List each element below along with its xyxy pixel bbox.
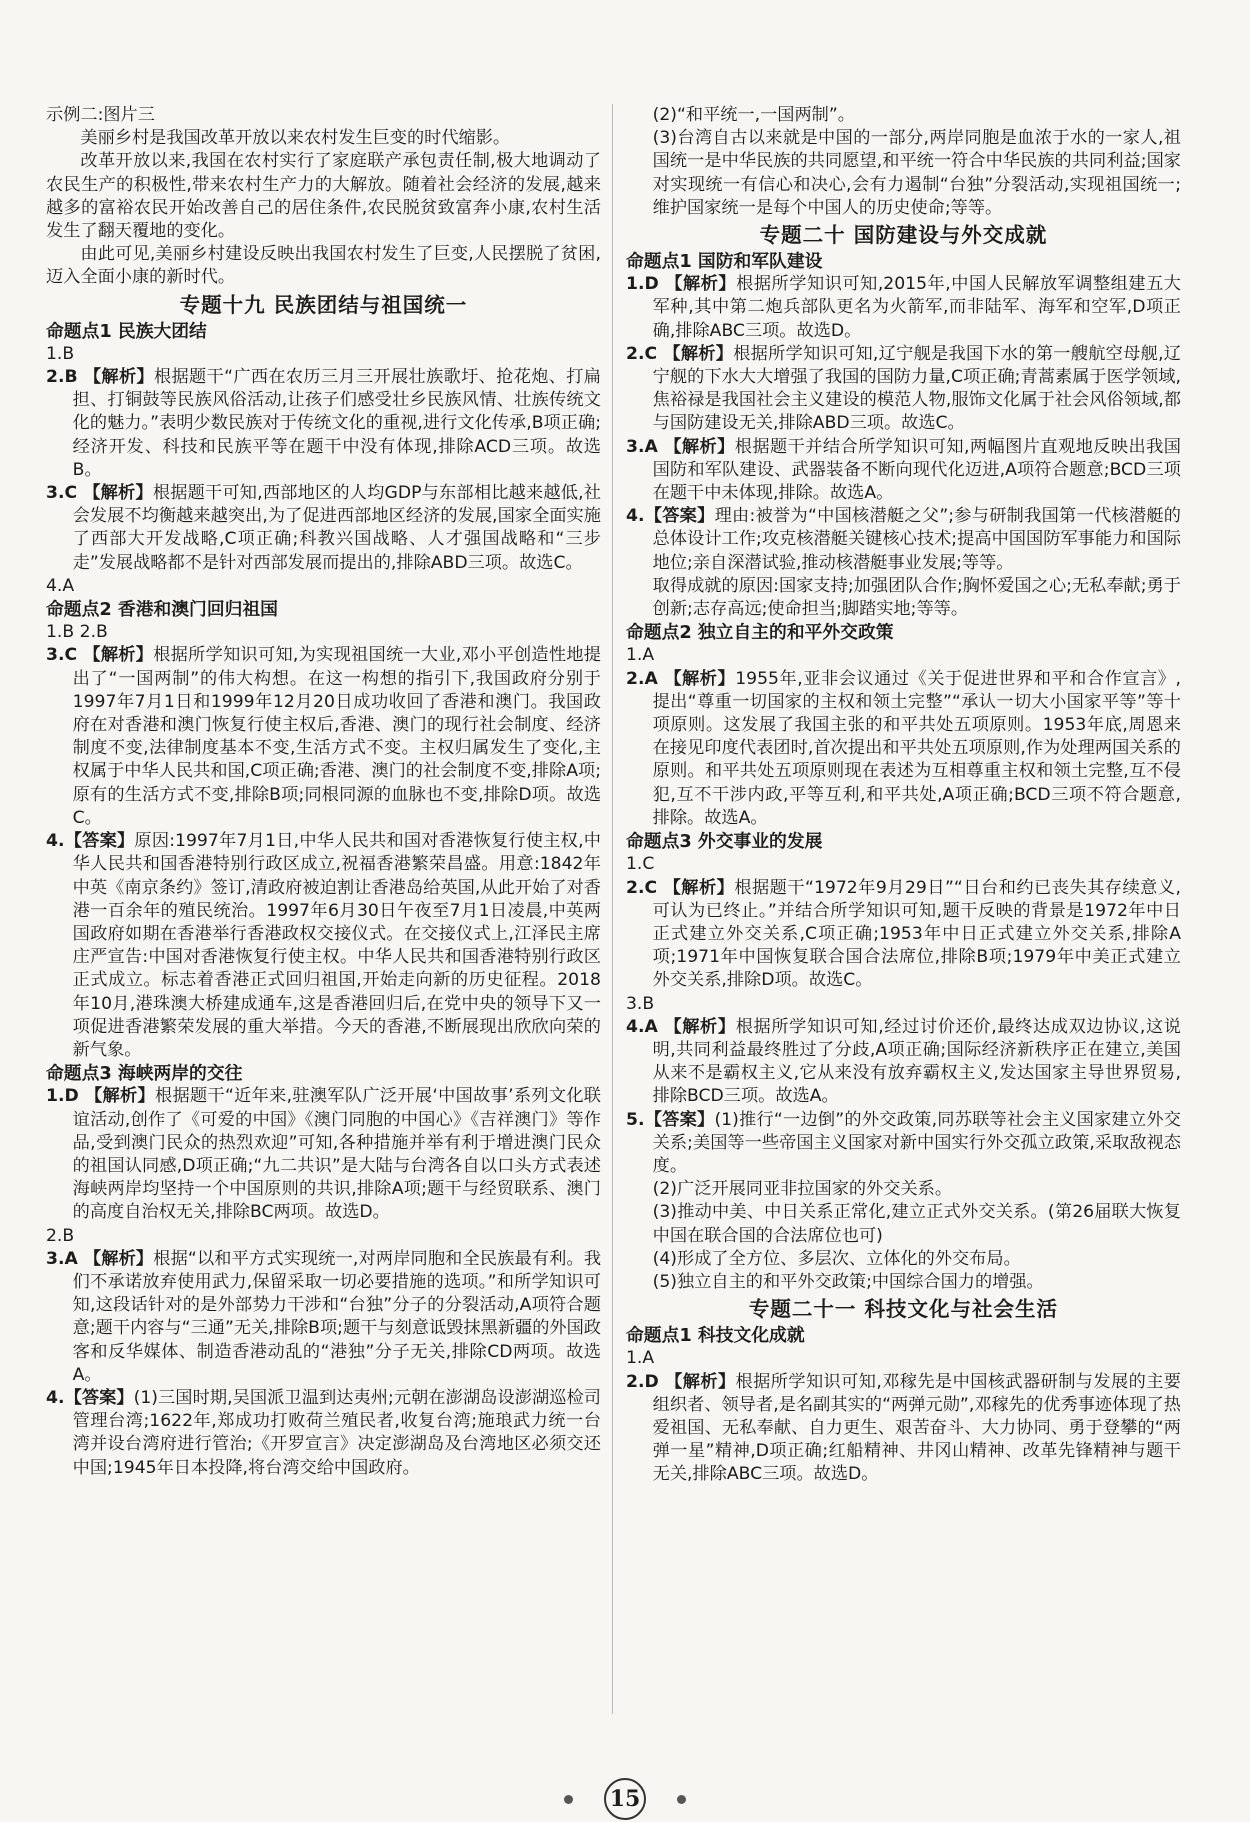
- answer-tag: 2.C 【解析】: [626, 343, 734, 364]
- footer-dot-right: [677, 1795, 686, 1804]
- answer-item: 1.A: [626, 1348, 655, 1369]
- answer-item: [626, 1109, 1181, 1179]
- answer-item: [46, 1248, 601, 1387]
- answer-continuation: (4)形成了全方位、多层次、立体化的外交布局。: [652, 1248, 1021, 1269]
- answer-tag: 4.【答案】: [626, 506, 715, 527]
- answer-text: 根据所学知识可知,2015年,中国人民解放军调整组建五大军种,其中第二炮兵部队更名为火箭军,而非陆军、海军和空军,D项正确,排除ABC三项。故选D。: [652, 274, 1181, 341]
- answer-item: 1.B 2.B: [46, 622, 108, 643]
- answer-tag: 4.A 【解析】: [626, 1016, 736, 1037]
- answer-item: [46, 366, 601, 482]
- answer-tag: 4.【答案】: [46, 831, 135, 852]
- answer-item: 2.B: [46, 1225, 75, 1246]
- answer-tag: 2.A 【解析】: [626, 668, 736, 689]
- answer-text: 根据题干“广西在农历三月三开展壮族歌圩、抢花炮、打扁担、打铜鼓等民族风俗活动,让孩子们感受壮乡民族风情、壮族传统文化的魅力。”表明少数民族对于传统文化的重视,进行文化传承,B项正确;经济开发、科技和民族平等在题干中没有体现,排除ACD三项。故选B。: [72, 367, 601, 480]
- answer-tag: 3.A 【解析】: [46, 1248, 154, 1269]
- paragraph: 美丽乡村是我国改革开放以来农村发生巨变的时代缩影。: [80, 128, 511, 149]
- topic-heading: 专题二十一 科技文化与社会生活: [748, 1297, 1059, 1322]
- answer-continuation: (5)独立自主的和平外交政策;中国综合国力的增强。: [652, 1271, 1044, 1292]
- subtopic-heading: 命题点3 海峡两岸的交往: [46, 1063, 243, 1085]
- answer-item: [46, 830, 601, 1062]
- answer-text: 1955年,亚非会议通过《关于促进世界和平和合作宣言》,提出“尊重一切国家的主权和领土完整”“承认一切大小国家平等”等十项原则。这发展了我国主张的和平共处五项原则。1953年底,周恩来在接见印度代表团时,首次提出和平共处五项原则,作为处理两国关系的原则。和平共处五项原则现在表述为互相尊重主权和领土完整,互不侵犯,互不干涉内政,平等互利,和平共处,A项正确;BCD三项不符合题意,排除。故选A。: [652, 668, 1181, 828]
- answer-item: 4.A: [46, 575, 75, 596]
- answer-text: 根据所学知识可知,邓稼先是中国核武器研制与发展的主要组织者、领导者,是名副其实的“两弹元勋”,邓稼先的优秀事迹体现了热爱祖国、无私奉献、自力更生、艰苦奋斗、大力协同、勇于登攀的“两弹一星”精神,D项正确;红船精神、井冈山精神、改革先锋精神与题干无关,排除ABC三项。故选D。: [652, 1371, 1181, 1485]
- column-divider: [612, 104, 613, 1714]
- example-title: 示例二:图片三: [46, 105, 155, 125]
- right-column: [626, 104, 1181, 1487]
- subtopic-heading: 命题点1 民族大团结: [46, 320, 207, 342]
- answer-item: [626, 436, 1181, 506]
- answer-tag: 2.B 【解析】: [46, 367, 154, 388]
- answer-text: 原因:1997年7月1日,中华人民共和国对香港恢复行使主权,中华人民共和国香港特别行政区成立,祝福香港繁荣昌盛。用意:1842年中英《南京条约》签订,清政府被迫割让香港岛给英国,从此开始了对香港一百余年的殖民统治。1997年6月30日午夜至7月1日凌晨,中英两国政府如期在香港举行香港政权交接仪式。在交接仪式上,江泽民主席庄严宣告:中国对香港恢复行使主权。中华人民共和国香港特别行政区正式成立。标志着香港正式回归祖国,开始走向新的历史征程。2018年10月,港珠澳大桥建成通车,这是香港回归后,在党中央的领导下又一项促进香港繁荣发展的重大举措。今天的香港,不断展现出欣欣向荣的新气象。: [72, 831, 601, 1060]
- answer-text: 根据题干并结合所学知识可知,两幅图片直观地反映出我国国防和军队建设、武器装备不断向现代化迈进,A项符合题意;BCD三项在题干中未体现,排除。故选A。: [652, 436, 1181, 504]
- answer-item: [626, 1371, 1181, 1487]
- subtopic-heading: 命题点2 香港和澳门回归祖国: [46, 599, 278, 621]
- answer-text: (1)三国时期,吴国派卫温到达夷州;元朝在澎湖岛设澎湖巡检司管理台湾;1622年,郑成功打败荷兰殖民者,收复台湾;施琅武力统一台湾并设台湾府进行管治;《开罗宣言》决定澎湖岛及台湾地区必须交还中国;1945年日本投降,将台湾交给中国政府。: [72, 1387, 601, 1478]
- answer-item: [626, 273, 1181, 343]
- answer-item: [626, 343, 1181, 436]
- answer-continuation: (2)“和平统一,一国两制”。: [652, 105, 855, 125]
- page-footer: [0, 1778, 1250, 1820]
- answer-continuation: (2)广泛开展同亚非拉国家的外交关系。: [652, 1179, 953, 1200]
- answer-tag: 2.D 【解析】: [626, 1371, 736, 1392]
- answer-item: 1.C: [626, 854, 655, 875]
- paragraph: 由此可见,美丽乡村建设反映出我国农村发生了巨变,人民摆脱了贫困,迈入全面小康的新时代。: [46, 244, 601, 288]
- answer-text: 根据题干“1972年9月29日”“日台和约已丧失其存续意义,可认为已终止。”并结合所学知识可知,题干反映的背景是1972年中日正式建立外交关系,C项正确;1953年中日正式建立外交关系,排除A项;1971年中国恢复联合国合法席位,排除B项;1979年中美正式建立外交关系,排除D项。故选C。: [652, 877, 1181, 991]
- answer-continuation: 取得成就的原因:国家支持;加强团队合作;胸怀爱国之心;无私奉献;勇于创新;志存高远;使命担当;脚踏实地;等等。: [652, 575, 1181, 620]
- subtopic-heading: 命题点3 外交事业的发展: [626, 831, 823, 853]
- answer-text: (1)推行“一边倒”的外交政策,同苏联等社会主义国家建立外交关系;美国等一些帝国主义国家对新中国实行外交孤立政策,采取敌视态度。: [652, 1109, 1181, 1176]
- answer-item: 1.B: [46, 343, 75, 364]
- answer-item: [46, 1085, 601, 1224]
- answer-item: [626, 1016, 1181, 1109]
- answer-item: [626, 505, 1181, 575]
- left-column: [46, 104, 601, 1480]
- answer-continuation: (3)推动中美、中日关系正常化,建立正式外交关系。(第26届联大恢复中国在联合国的合法席位也可): [652, 1202, 1181, 1246]
- paragraph: 改革开放以来,我国在农村实行了家庭联产承包责任制,极大地调动了农民生产的积极性,带来农村生产力的大解放。随着社会经济的发展,越来越多的富裕农民开始改善自己的居住条件,农民脱贫致富奔小康,农村生活发生了翻天覆地的变化。: [46, 151, 601, 242]
- answer-item: [626, 668, 1181, 830]
- answer-item: [46, 482, 601, 575]
- topic-heading: 专题十九 民族团结与祖国统一: [179, 292, 468, 317]
- answer-item: [46, 1387, 601, 1480]
- answer-item: [626, 877, 1181, 993]
- answer-item: 1.A: [626, 645, 655, 666]
- answer-text: 根据题干可知,西部地区的人均GDP与东部相比越来越低,社会发展不均衡越来越突出,为了促进西部地区经济的发展,国家全面实施了西部大开发战略,C项正确;科教兴国战略、人才强国战略和“三步走”发展战略都不是针对西部发展而提出的,排除ABD三项。故选C。: [72, 483, 601, 573]
- answer-tag: 3.A 【解析】: [626, 436, 735, 457]
- answer-tag: 2.C 【解析】: [626, 877, 735, 898]
- answer-text: 根据题干“近年来,驻澳军队广泛开展‘中国故事’系列文化联谊活动,创作了《可爱的中国》《澳门同胞的中国心》《吉祥澳门》等作品,受到澳门民众的热烈欢迎”可知,各种措施并举有利于增进澳门民众的祖国认同感,D项正确;“九二共识”是大陆与台湾各自以口头方式表述海峡两岸均坚持一个中国原则的共识,排除A项;题干与经贸联系、澳门的高度自治权无关,排除BC两项。故选D。: [72, 1086, 601, 1223]
- answer-text: 根据所学知识可知,为实现祖国统一大业,邓小平创造性地提出了“一国两制”的伟大构想。在这一构想的指引下,我国政府分别于1997年7月1日和1999年12月20日成功收回了香港和澳门。我国政府在对香港和澳门恢复行使主权后,香港、澳门的现行社会制度、经济制度不变,法律制度基本不变,生活方式不变。主权归属发生了变化,主权属于中华人民共和国,C项正确;香港、澳门的社会制度不变,排除A项;原有的生活方式不变,排除B项;同根同源的血脉也不变,排除D项。故选C。: [72, 645, 601, 828]
- answer-tag: 3.C 【解析】: [46, 483, 153, 504]
- answer-item: 3.B: [626, 993, 655, 1014]
- answer-text: 根据所学知识可知,辽宁舰是我国下水的第一艘航空母舰,辽宁舰的下水大大增强了我国的国防力量,C项正确;青蒿素属于医学领域,焦裕禄是我国社会主义建设的模范人物,服饰文化属于社会风俗领域,都与国防建设无关,排除ABD三项。故选C。: [652, 343, 1181, 434]
- answer-tag: 1.D 【解析】: [46, 1086, 156, 1107]
- answer-continuation: (3)台湾自古以来就是中国的一部分,两岸同胞是血浓于水的一家人,祖国统一是中华民族的共同愿望,和平统一符合中华民族的共同利益;国家对实现统一有信心和决心,会有力遏制“台独”分裂活动,实现祖国统一;维护国家统一是每个中国人的历史使命;等等。: [652, 128, 1181, 218]
- answer-tag: 1.D 【解析】: [626, 274, 737, 295]
- answer-text: 根据所学知识可知,经过讨价还价,最终达成双边协议,这说明,共同利益最终胜过了分歧,A项正确;国际经济新秩序正在建立,美国从来不是霸权主义,它从来没有放弃霸权主义,发达国家主导世界贸易,排除BCD三项。故选A。: [652, 1016, 1181, 1107]
- subtopic-heading: 命题点1 科技文化成就: [626, 1325, 805, 1347]
- answer-text: 根据“以和平方式实现统一,对两岸同胞和全民族最有利。我们不承诺放弃使用武力,保留采取一切必要措施的选项。”和所学知识可知,这段话针对的是外部势力干涉和“台独”分子的分裂活动,A项符合题意;题干内容与“三通”无关,排除B项;题干与刻意诋毁抹黑新疆的外国政客和反华媒体、制造香港动乱的“港独”分子无关,排除CD两项。故选A。: [72, 1248, 602, 1385]
- answer-item: [46, 644, 601, 830]
- answer-tag: 4.【答案】: [46, 1387, 134, 1408]
- footer-dot-left: [564, 1795, 573, 1804]
- answer-tag: 5.【答案】: [626, 1109, 715, 1130]
- answer-text: 理由:被誉为“中国核潜艇之父”;参与研制我国第一代核潜艇的总体设计工作;攻克核潜艇关键核心技术;提高中国国防军事能力和国际地位;亲自深潜试验,推动核潜艇事业发展;等等。: [652, 506, 1181, 573]
- topic-heading: 专题二十 国防建设与外交成就: [759, 223, 1048, 248]
- answer-tag: 3.C 【解析】: [46, 645, 154, 666]
- page-number: 15: [604, 1778, 646, 1820]
- subtopic-heading: 命题点1 国防和军队建设: [626, 251, 823, 273]
- subtopic-heading: 命题点2 独立自主的和平外交政策: [626, 622, 894, 644]
